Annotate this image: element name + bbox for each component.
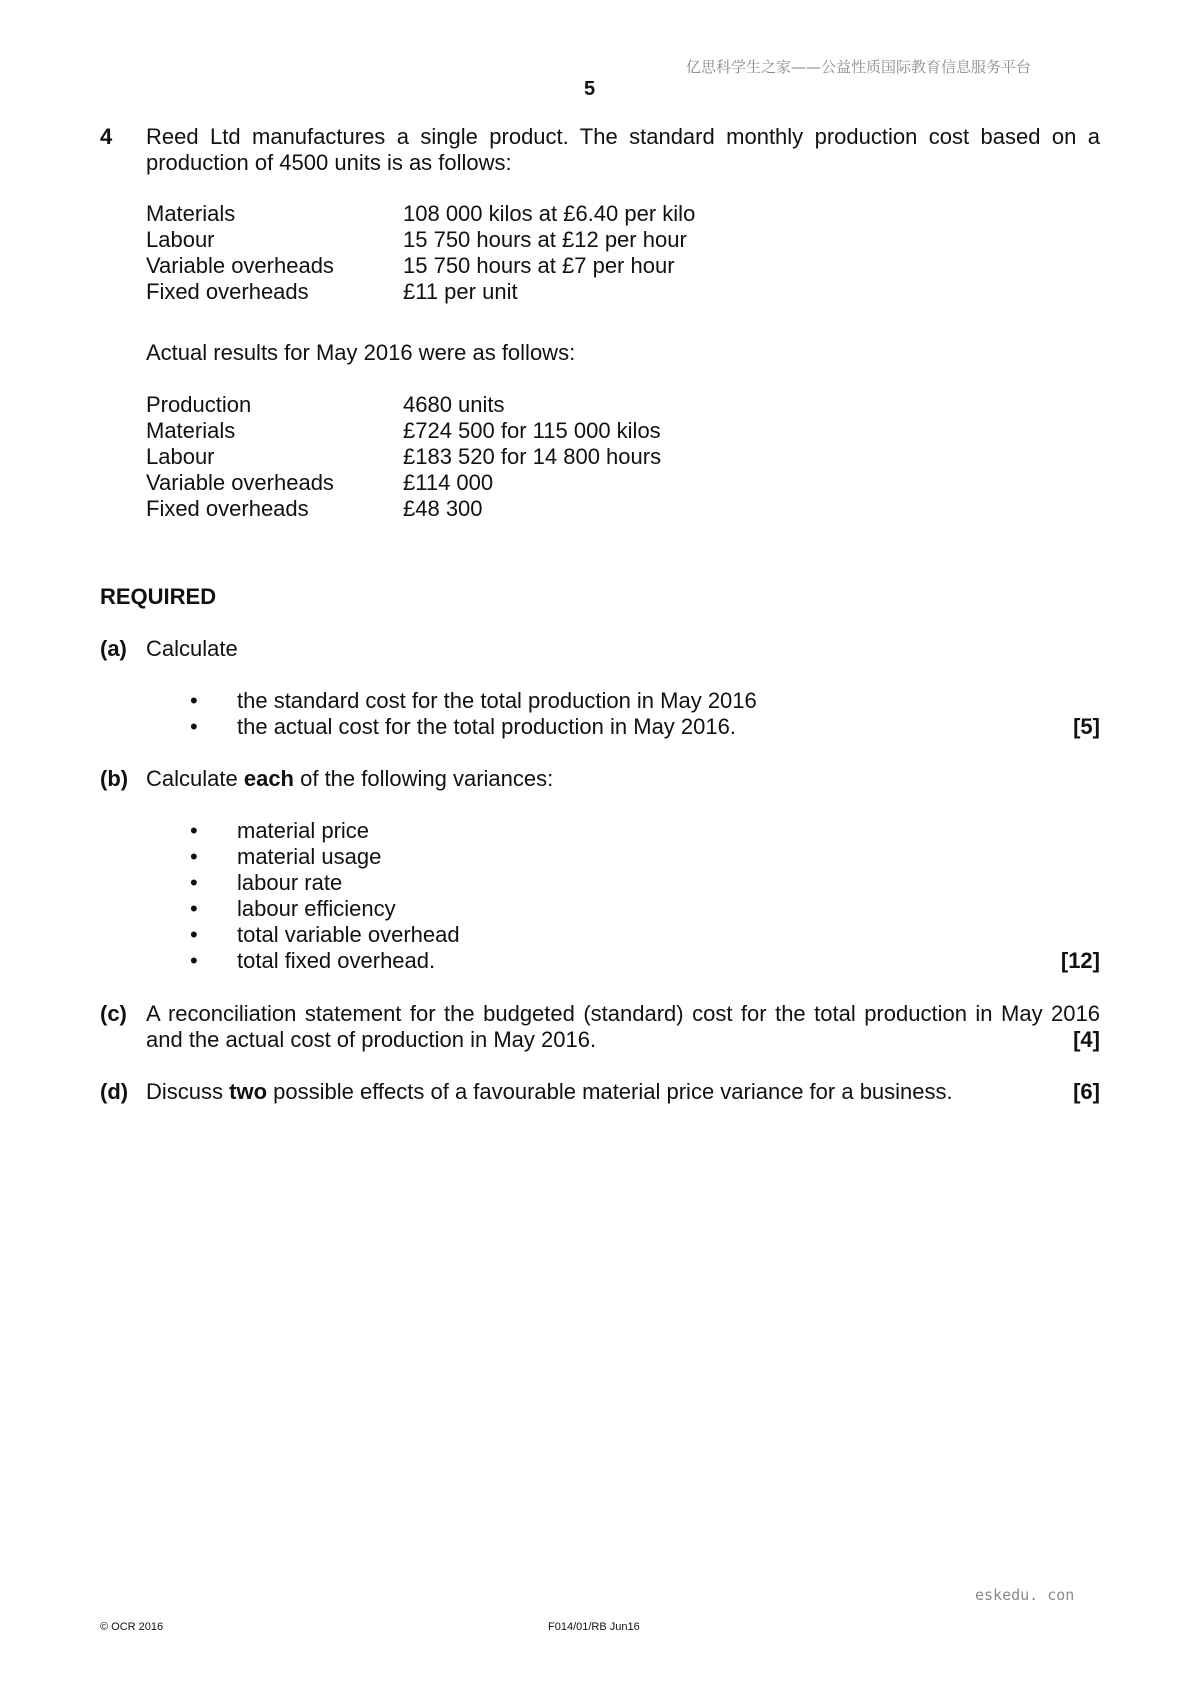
standard-value: 15 750 hours at £12 per hour	[403, 227, 687, 252]
standard-value: 108 000 kilos at £6.40 per kilo	[403, 201, 696, 226]
part-d-text-before: Discuss	[146, 1079, 230, 1104]
actual-row	[146, 418, 846, 444]
required-heading: REQUIRED	[100, 584, 217, 609]
part-b-text-before: Calculate	[146, 766, 244, 791]
bullet-icon: •	[190, 896, 198, 921]
part-b-bullet: material price	[237, 818, 370, 843]
part-a-bullet: the standard cost for the total production in May 2016	[237, 688, 757, 713]
part-a-marks: [5]	[1073, 714, 1100, 739]
standard-row	[146, 227, 846, 253]
actual-value: 4680 units	[403, 392, 505, 417]
bullet-icon: •	[190, 870, 198, 895]
part-b-text-after: of the following variances:	[294, 766, 554, 791]
part-b-text	[146, 766, 553, 792]
header-watermark: 亿思科学生之家——公益性质国际教育信息服务平台	[686, 58, 1032, 76]
actual-row	[146, 392, 846, 418]
standard-row	[146, 279, 846, 305]
part-b-marks: [12]	[1060, 948, 1100, 973]
part-b-bullet: material usage	[237, 844, 382, 869]
part-c-line2: and the actual cost of production in May 2016.	[146, 1027, 597, 1052]
actual-value: £183 520 for 14 800 hours	[403, 444, 662, 469]
part-c-marks: [4]	[1073, 1027, 1100, 1052]
bullet-icon: •	[190, 922, 198, 947]
part-b-label: (b)	[100, 766, 129, 791]
part-a-text: Calculate	[146, 636, 238, 661]
footer-watermark: eskedu. con	[975, 1586, 1075, 1604]
footer-copyright: © OCR 2016	[100, 1621, 164, 1633]
actual-label: Materials	[146, 418, 236, 443]
part-d-text-after: possible effects of a favourable material price variance for a business.	[267, 1079, 953, 1104]
actual-row	[146, 444, 846, 470]
page-number: 5	[584, 78, 596, 100]
bullet-icon: •	[190, 948, 198, 973]
part-d-text	[146, 1079, 953, 1105]
part-a-label: (a)	[100, 636, 127, 661]
standard-label: Labour	[146, 227, 215, 252]
part-c-label: (c)	[100, 1001, 127, 1026]
standard-label: Variable overheads	[146, 253, 334, 278]
part-d-marks: [6]	[1073, 1079, 1100, 1104]
standard-label: Fixed overheads	[146, 279, 309, 304]
part-b-bullet: total fixed overhead.	[237, 948, 436, 973]
actual-row	[146, 470, 846, 496]
bullet-icon: •	[190, 818, 198, 843]
question-intro: Reed Ltd manufactures a single product. The standard monthly production cost based on a production of 4500 units is as follows:	[146, 124, 1100, 175]
actual-value: £724 500 for 115 000 kilos	[403, 418, 661, 443]
part-d-text-bold: two	[229, 1079, 268, 1104]
actual-label: Variable overheads	[146, 470, 334, 495]
actual-value: £48 300	[403, 496, 483, 521]
standard-label: Materials	[146, 201, 236, 226]
standard-value: £11 per unit	[403, 279, 518, 304]
bullet-icon: •	[190, 688, 198, 713]
actual-intro: Actual results for May 2016 were as follows:	[146, 340, 576, 365]
actual-label: Production	[146, 392, 252, 417]
footer-code: F014/01/RB Jun16	[548, 1621, 640, 1633]
part-b-text-bold: each	[243, 766, 294, 791]
standard-value: 15 750 hours at £7 per hour	[403, 253, 675, 278]
part-c-line1: A reconciliation statement for the budgeted (standard) cost for the total production in May 2016	[146, 1001, 1100, 1026]
part-b-bullet: total variable overhead	[237, 922, 460, 947]
actual-value: £114 000	[403, 470, 494, 495]
question-number: 4	[100, 124, 113, 149]
part-b-bullet: labour rate	[237, 870, 343, 895]
actual-label: Fixed overheads	[146, 496, 309, 521]
bullet-icon: •	[190, 714, 198, 739]
actual-row	[146, 496, 846, 522]
part-a-bullet: the actual cost for the total production in May 2016.	[237, 714, 736, 739]
standard-row	[146, 201, 846, 227]
part-b-bullet: labour efficiency	[237, 896, 396, 921]
bullet-icon: •	[190, 844, 198, 869]
actual-label: Labour	[146, 444, 215, 469]
part-d-label: (d)	[100, 1079, 129, 1104]
standard-row	[146, 253, 846, 279]
